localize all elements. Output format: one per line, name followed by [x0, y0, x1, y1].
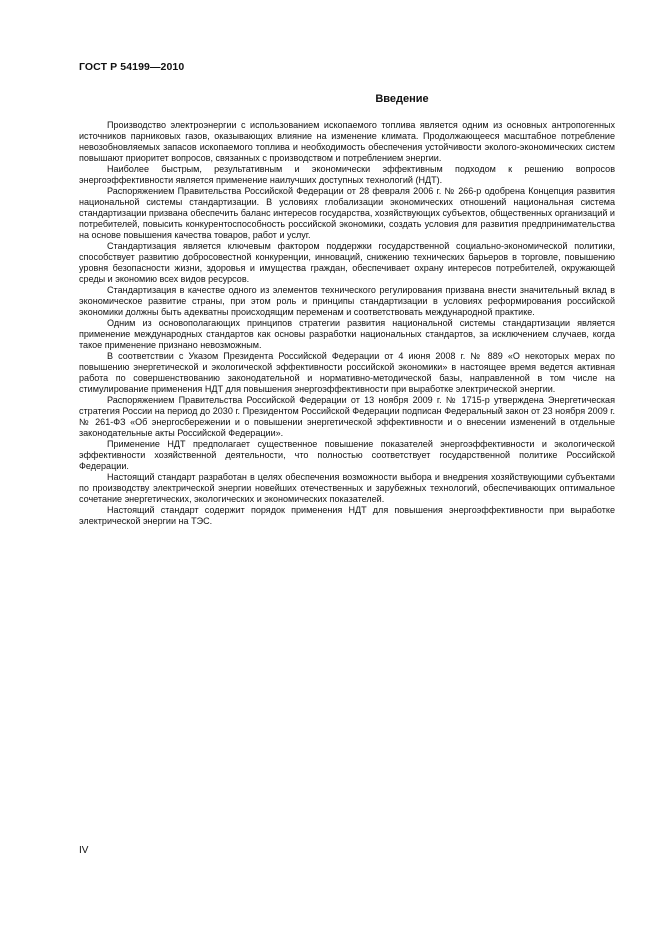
paragraph: Настоящий стандарт содержит порядок применения НДТ для повышения энергоэффективности при выработке электрической энергии на ТЭС.: [79, 505, 615, 526]
paragraph: Производство электроэнергии с использованием ископаемого топлива является одним из основных антропогенных источников парниковых газов, оказывающих влияние на изменение климата. Продолжающееся масштабное потребление невозобновляемых запасов ископаемого топлива и необходимость обеспечения устойчивости эколого-экономических систем повышают приоритет вопросов, связанных с производством и потреблением энергии.: [79, 120, 615, 163]
document-code: ГОСТ Р 54199—2010: [79, 61, 185, 73]
page-number: IV: [79, 845, 89, 856]
section-title: Введение: [375, 93, 429, 105]
paragraph: Распоряжением Правительства Российской Федерации от 13 ноября 2009 г. № 1715-р утверждена Энергетическая стратегия России на период до 2030 г. Президентом Российской Федерации подписан Федеральный закон от 23 ноября 2009 г. № 261-ФЗ «Об энергосбережении и о повышении энергетической эффективности и о внесении изменений в отдельные законодательные акты Российской Федерации».: [79, 395, 615, 438]
paragraph: Применение НДТ предполагает существенное повышение показателей энергоэффективности и экологической эффективности хозяйственной деятельности, что полностью соответствует государственной политике Российской Федерации.: [79, 439, 615, 471]
paragraph: Наиболее быстрым, результативным и экономически эффективным подходом к решению вопросов энергоэффективности является применение наилучших доступных технологий (НДТ).: [79, 164, 615, 185]
paragraph: В соответствии с Указом Президента Российской Федерации от 4 июня 2008 г. № 889 «О некоторых мерах по повышению энергетической и экологической эффективности российской экономики» в настоящее время ведется активная работа по совершенствованию законодательной и нормативно-методической базы, направленной в том числе на стимулирование применения НДТ для повышения энергоэффективности при выработке электрической энергии.: [79, 351, 615, 394]
paragraph: Настоящий стандарт разработан в целях обеспечения возможности выбора и внедрения хозяйствующими субъектами по производству электрической энергии новейших отечественных и зарубежных технологий, обеспечивающих оптимальное сочетание энергетических, экологических и экономических показателей.: [79, 472, 615, 504]
paragraph: Распоряжением Правительства Российской Федерации от 28 февраля 2006 г. № 266-р одобрена Концепция развития национальной системы стандартизации. В условиях глобализации экономических отношений национальная система стандартизации призвана обеспечить баланс интересов государства, хозяйствующих субъектов, общественных организаций и потребителей, повысить конкурентоспособность российской экономики, создать условия для развития предпринимательства на основе повышения качества товаров, работ и услуг.: [79, 186, 615, 240]
introduction-body: [79, 120, 615, 527]
paragraph: Одним из основополагающих принципов стратегии развития национальной системы стандартизации является применение международных стандартов как основы разработки национальных стандартов, за исключением случаев, когда такое применение признано невозможным.: [79, 318, 615, 350]
paragraph: Стандартизация является ключевым фактором поддержки государственной социально-экономической политики, способствует развитию добросовестной конкуренции, инноваций, снижению технических барьеров в торговле, повышению уровня безопасности жизни, здоровья и имущества граждан, обеспечивает охрану интересов потребителей, окружающей среды и экономию всех видов ресурсов.: [79, 241, 615, 284]
paragraph: Стандартизация в качестве одного из элементов технического регулирования призвана внести значительный вклад в экономическое развитие страны, при этом роль и принципы стандартизации в условиях реформирования российской экономики должны быть адекватны происходящим переменам и соответствовать международной практике.: [79, 285, 615, 317]
